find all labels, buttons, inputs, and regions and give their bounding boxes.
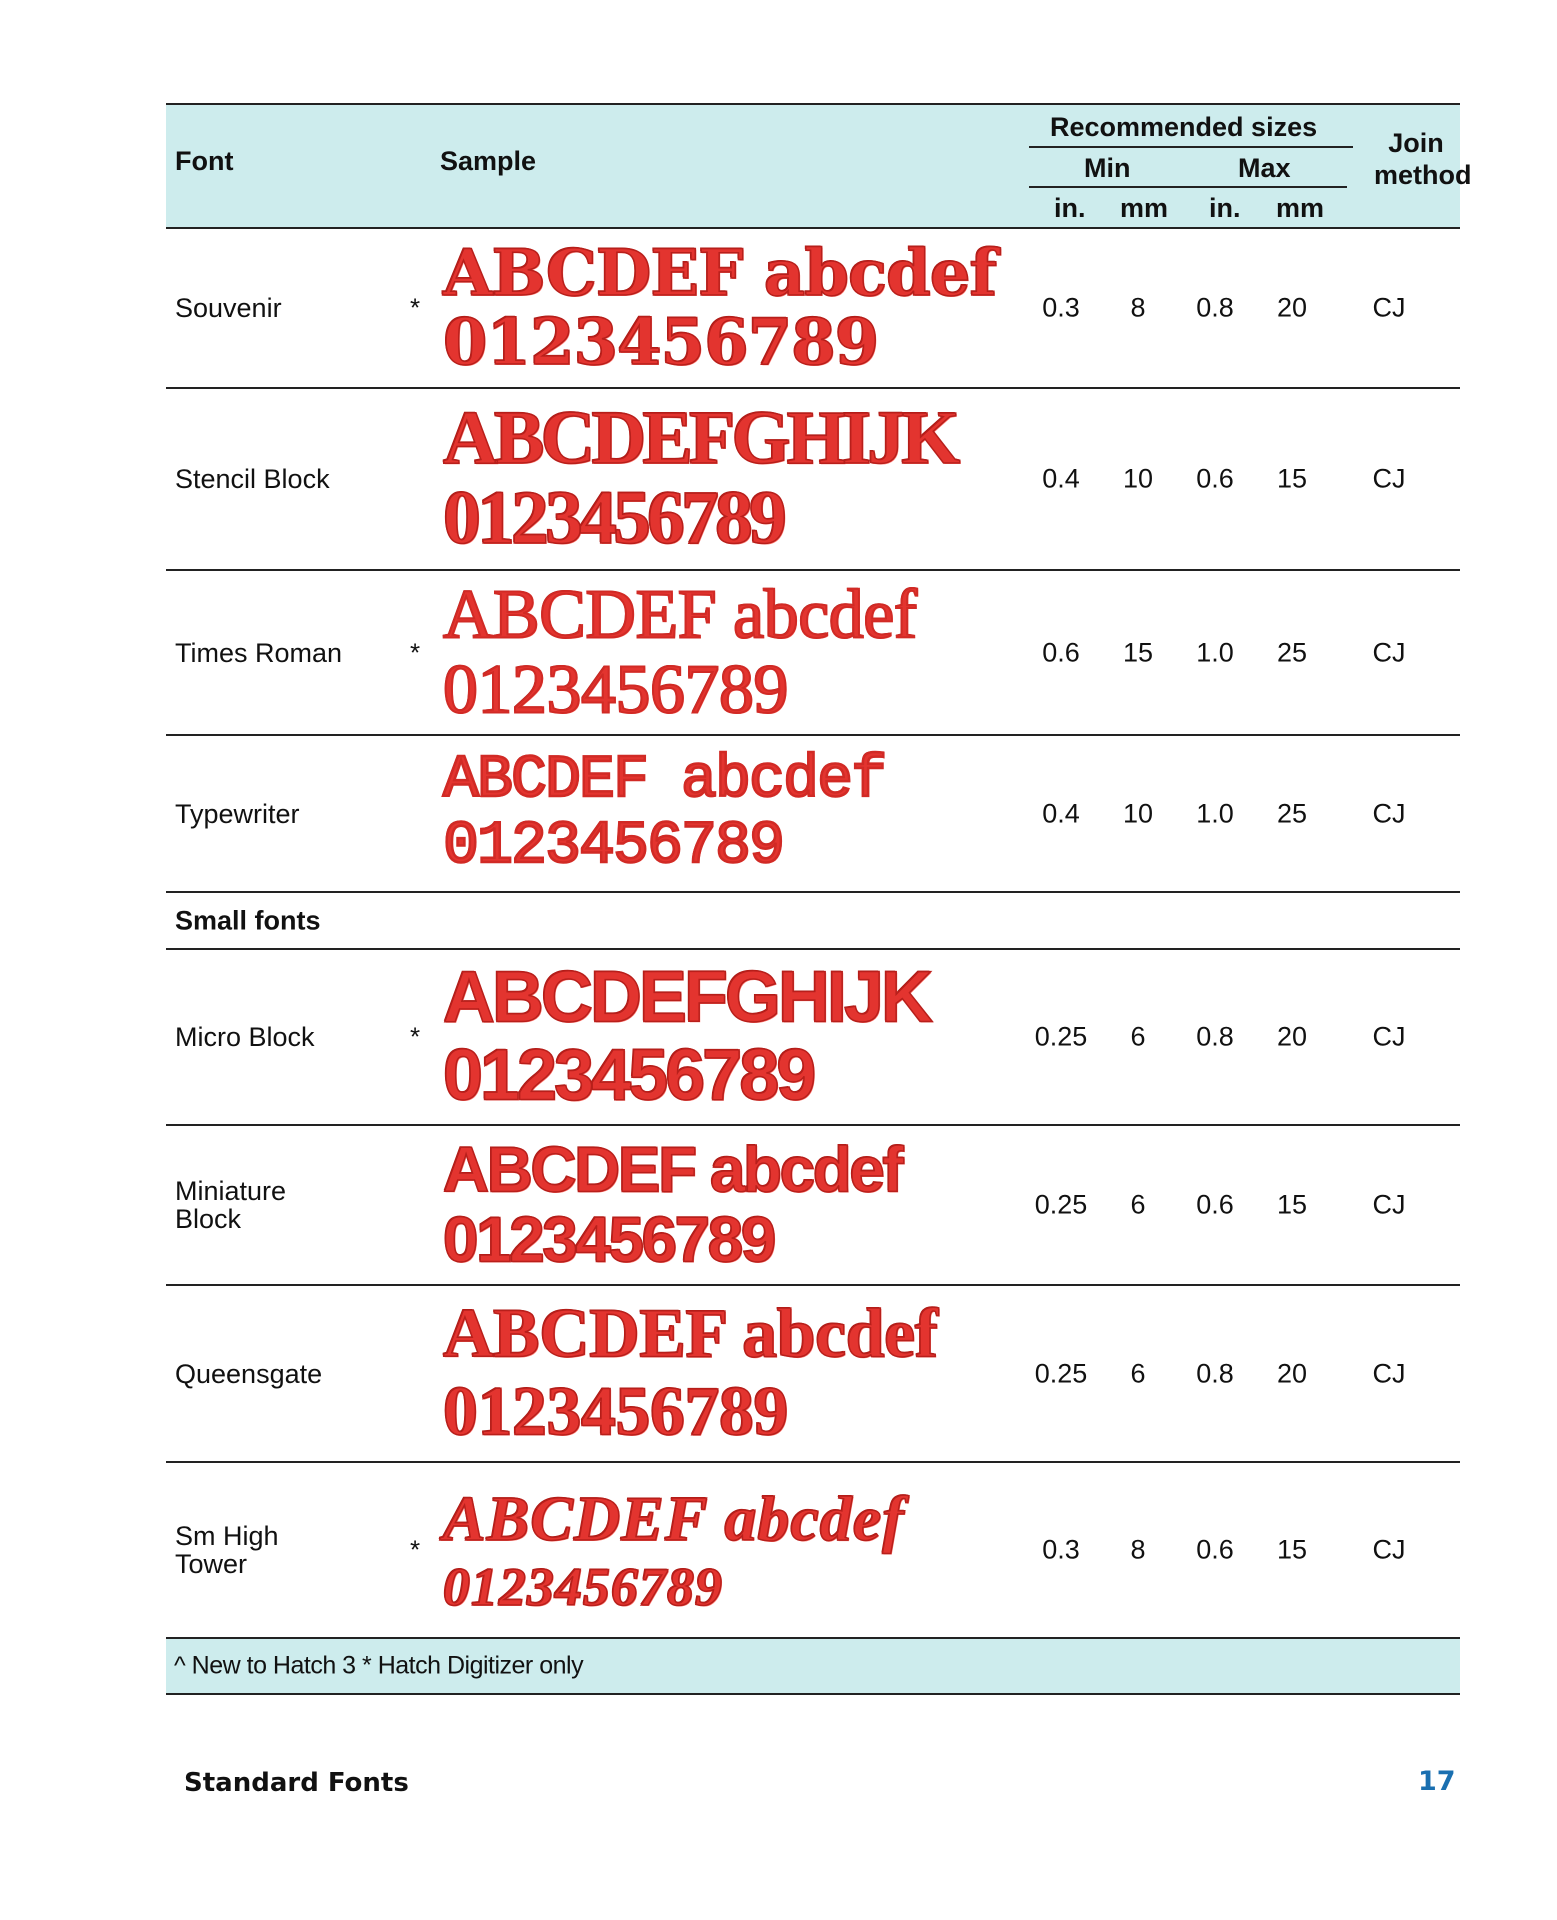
header-rule-recommended xyxy=(1029,146,1353,148)
header-rule-minmax xyxy=(1029,186,1347,188)
min-mm: 8 xyxy=(1130,1534,1146,1565)
sample-line-letters: ABCDEF abcdef xyxy=(443,235,997,311)
table-row xyxy=(166,571,1460,736)
join-method: CJ xyxy=(1372,637,1406,667)
sample-line-digits: 0123456789 xyxy=(443,305,879,380)
font-name xyxy=(175,1360,322,1388)
table-footnote xyxy=(166,1639,1460,1695)
table-header xyxy=(166,103,1472,229)
min-in: 0.4 xyxy=(1042,798,1080,828)
header-max: Max xyxy=(1238,153,1291,183)
font-name-line2: Tower xyxy=(175,1549,248,1579)
max-in: 0.6 xyxy=(1196,1534,1234,1565)
table-row xyxy=(166,950,1460,1126)
font-sample xyxy=(443,1135,901,1276)
join-method: CJ xyxy=(1372,1534,1406,1565)
sample-line-letters: ABCDEF abcdef xyxy=(443,1483,905,1555)
min-mm: 10 xyxy=(1122,463,1154,494)
join-method: CJ xyxy=(1372,292,1406,323)
max-in: 0.6 xyxy=(1196,463,1234,494)
header-font: Font xyxy=(175,146,234,176)
star-marker: * xyxy=(410,637,421,667)
max-mm: 20 xyxy=(1276,292,1308,323)
table-row xyxy=(166,229,1460,389)
font-name xyxy=(175,1177,286,1233)
max-in: 0.8 xyxy=(1196,1021,1234,1052)
header-join-line2: method xyxy=(1374,160,1472,190)
sample-line-letters: ABCDEFGHIJK xyxy=(443,396,957,481)
max-in: 0.8 xyxy=(1196,292,1234,323)
font-name: Souvenir xyxy=(175,293,282,323)
max-in: 0.8 xyxy=(1196,1358,1234,1388)
sample-line-letters: ABCDEFGHIJK xyxy=(443,957,931,1038)
max-mm: 25 xyxy=(1276,798,1308,828)
font-sample xyxy=(443,235,997,380)
header-sample: Sample xyxy=(440,146,537,176)
star-marker: * xyxy=(410,1534,421,1565)
sample-line-letters: ABCDEF abcdef xyxy=(443,575,917,653)
max-mm: 15 xyxy=(1276,463,1308,494)
sample-line-digits: 0123456789 xyxy=(443,476,783,560)
font-sample xyxy=(443,577,917,728)
join-method: CJ xyxy=(1372,463,1406,494)
page-number: 17 xyxy=(1418,1766,1456,1797)
font-name-line2: Block xyxy=(175,1204,242,1234)
header-min-in: in. xyxy=(1054,193,1086,223)
min-mm: 10 xyxy=(1122,798,1154,828)
min-mm: 8 xyxy=(1130,292,1146,323)
min-mm: 6 xyxy=(1130,1358,1146,1388)
sample-line-letters: ABCDEF abcdef xyxy=(443,1295,938,1373)
section-title: Small fonts xyxy=(175,905,321,935)
min-in: 0.25 xyxy=(1034,1021,1088,1052)
fonts-table xyxy=(166,103,1472,1695)
sample-line-letters: ABCDEF abcdef xyxy=(443,746,886,815)
max-in: 0.6 xyxy=(1196,1189,1234,1220)
min-mm: 6 xyxy=(1130,1189,1146,1220)
min-in: 0.3 xyxy=(1042,1534,1080,1565)
header-join-method xyxy=(1374,127,1472,191)
sample-line-digits: 0123456789 xyxy=(443,1556,723,1617)
sample-line-digits: 0123456789 xyxy=(443,651,788,729)
join-method: CJ xyxy=(1372,1021,1406,1052)
min-in: 0.4 xyxy=(1042,463,1080,494)
sample-line-digits: 0123456789 xyxy=(443,1035,814,1115)
min-mm: 6 xyxy=(1130,1021,1146,1052)
font-name: Typewriter xyxy=(175,798,300,829)
font-sample xyxy=(443,1295,938,1452)
font-name: Times Roman xyxy=(175,637,343,668)
table-row xyxy=(166,1286,1460,1463)
font-sample xyxy=(443,959,930,1115)
min-in: 0.25 xyxy=(1034,1189,1088,1220)
max-mm: 15 xyxy=(1276,1534,1308,1565)
join-method: CJ xyxy=(1372,1358,1406,1388)
join-method: CJ xyxy=(1372,798,1406,828)
join-method: CJ xyxy=(1372,1189,1406,1220)
header-min: Min xyxy=(1084,153,1131,183)
max-mm: 20 xyxy=(1276,1021,1308,1052)
font-name: Stencil Block xyxy=(175,464,330,494)
section-small-fonts xyxy=(166,893,1460,950)
star-marker: * xyxy=(410,292,421,323)
max-in: 1.0 xyxy=(1196,798,1234,828)
sample-line-digits: 0123456789 xyxy=(443,1373,788,1451)
font-sample xyxy=(443,748,885,880)
min-mm: 15 xyxy=(1122,637,1154,667)
sample-line-digits: 0123456789 xyxy=(443,812,784,881)
min-in: 0.3 xyxy=(1042,292,1080,323)
min-in: 0.25 xyxy=(1034,1358,1088,1388)
sample-line-letters: ABCDEF abcdef xyxy=(443,1133,902,1206)
header-max-in: in. xyxy=(1209,193,1241,223)
font-name xyxy=(175,1023,315,1051)
font-name-line1: Miniature xyxy=(175,1176,287,1206)
header-join-line1: Join xyxy=(1388,128,1444,158)
font-name-line1: Micro Block xyxy=(175,1022,315,1052)
footnote-text: ^ New to Hatch 3 * Hatch Digitizer only xyxy=(174,1651,584,1680)
table-row xyxy=(166,1126,1460,1286)
sample-line-digits: 0123456789 xyxy=(443,1204,774,1276)
table-row xyxy=(166,736,1460,893)
header-recommended-sizes: Recommended sizes xyxy=(1050,112,1318,142)
font-name-line1: Queensgate xyxy=(175,1358,323,1389)
header-max-mm: mm xyxy=(1276,193,1325,223)
min-in: 0.6 xyxy=(1042,637,1080,667)
font-name xyxy=(175,1522,279,1578)
font-sample xyxy=(443,396,957,560)
table-row xyxy=(166,1463,1460,1639)
font-sample xyxy=(443,1482,905,1618)
max-mm: 25 xyxy=(1276,637,1308,667)
star-marker: * xyxy=(410,1021,421,1052)
max-mm: 15 xyxy=(1276,1189,1308,1220)
font-name-line1: Sm High xyxy=(175,1521,279,1551)
max-mm: 20 xyxy=(1276,1358,1308,1388)
header-min-mm: mm xyxy=(1120,193,1169,223)
page-footer-title: Standard Fonts xyxy=(184,1768,409,1798)
table-row xyxy=(166,389,1460,571)
max-in: 1.0 xyxy=(1196,637,1234,667)
